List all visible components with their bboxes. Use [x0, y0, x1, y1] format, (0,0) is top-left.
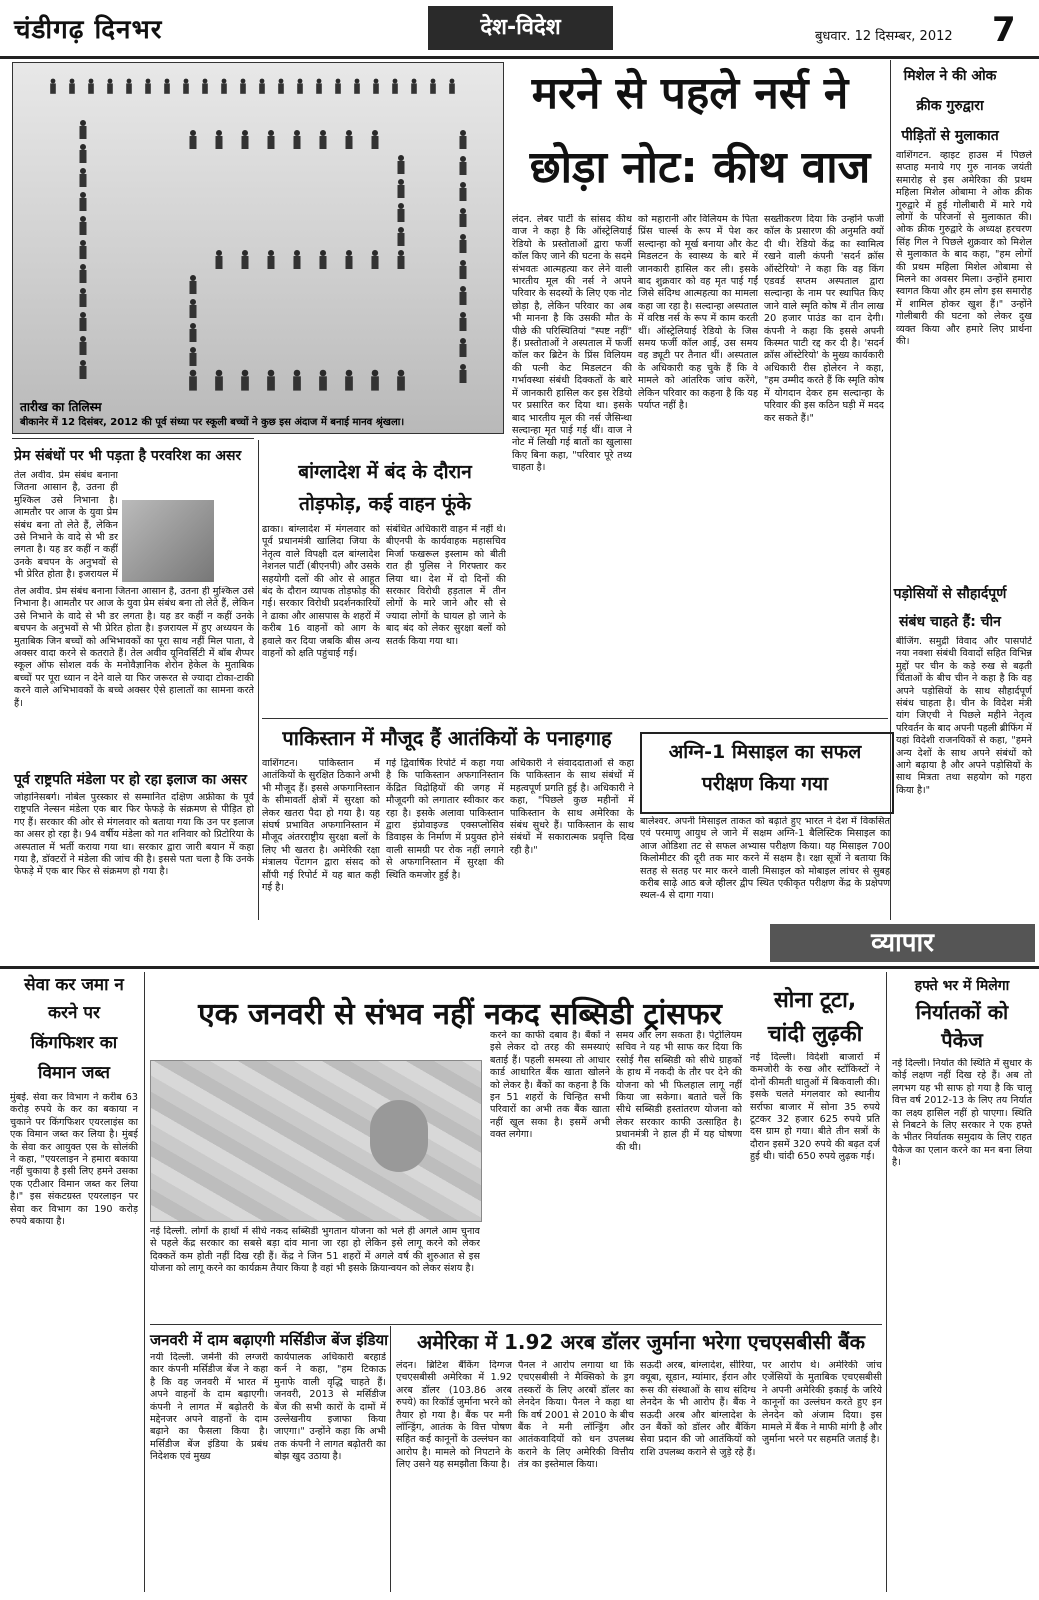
divider [144, 972, 145, 1592]
hsbc-column-1: लंदन। ब्रिटिश बैंकिंग दिग्गज एचएसबीसी अमेरिका में 1.92 अरब डॉलर (103.86 अरब रुपये) का रिकॉर्ड जुर्माना भरने को तैयार हो गया है। बैंक पर मनी लॉन्ड्रिंग, आतंक के वित्त पोषण सहित कई कानूनों के उल्लंघन का आरोप है। मामले को निपटाने के लिए उसने यह समझौता किया है। [396, 1360, 512, 1471]
pakistan-column-2: गई द्विवार्षिक रिपोर्ट में कहा गया है कि पाकिस्तान अफगानिस्तान केंद्रित विद्रोहियों की जगह में मौजूदगी को लगातार स्वीकार कर रहा है। इसके अलावा पाकिस्तान द्वारा इंप्रोवाइज्ड एक्सप्लोसिव डिवाइस के निर्माण में प्रयुक्त होने वाली सामग्री पर रोक नहीं लगाने से अफगानिस्तान में सुरक्षा की स्थिति कमजोर हुई है। [386, 758, 504, 881]
mandela-body: जोहानिसबर्ग। नोबेल पुरस्कार से सम्मानित दक्षिण अफ्रीका के पूर्व राष्ट्रपति नेल्सन मंडेला एक बार फिर फेफड़े के संक्रमण से पीड़ित हो गए हैं। सरकार की ओर से मंगलवार को बताया गया कि उन पर इलाज का असर हो रहा है। 94 वर्षीय मंडेला को गत शनिवार को प्रिटोरिया के अस्पताल में भर्ती कराया गया था। सरकार द्वारा जारी बयान में कहा गया है, डॉक्टरों ने मंडेला की जांच की है। इससे पता चला है कि उनके फेफड़े में एक बार फिर से संक्रमण हो गया है। [14, 792, 254, 878]
pakistan-column-3: अधिकारी ने संवाददाताओं से कहा कि पाकिस्तान के साथ संबंधों में महत्वपूर्ण प्रगति हुई है। अधिकारी ने कहा, "पिछले कुछ महीनों में पाकिस्तान के साथ अमेरिका के संबंध सुधरे हैं। पाकिस्तान के साथ संबंधों में सकारात्मक प्रवृत्ति दिख रही है।" [510, 758, 634, 856]
love-body-intro: तेल अवीव. प्रेम संबंध बनाना जितना आसान है, उतना ही मुश्किल उसे निभाना है। आमतौर पर आज के युवा प्रेम संबंध बना तो लेते हैं, लेकिन उसे निभाने के वादे से भी डर लगता है। यह डर कहीं न कहीं उनके बचपन के अनुभवों से भी प्रेरित होता है। इजरायल में [14, 470, 118, 580]
currency-portrait [370, 1100, 428, 1172]
mercedes-column-2: कार्यपालक अधिकारी बरहार्ड कर्न ने कहा, "हम टिकाऊ मुनाफे वाली वृद्धि चाहते हैं। जनवरी, 2013 से मर्सिडीज बेंज की सभी कारों के दामों में उल्लेखनीय इजाफा किया जाएगा।" उन्होंने कहा कि अभी तक कंपनी ने लागत बढ़ोतरी का बोझ खुद उठाया है। [274, 1352, 386, 1463]
currency-notes-photo [150, 1060, 482, 1222]
export-headline-line2: निर्यातकों को [915, 1000, 1009, 1024]
export-headline-line1: हफ्ते भर में मिलेगा [914, 978, 1010, 994]
divider [262, 718, 888, 719]
love-headline: प्रेम संबंधों पर भी पड़ता है परवरिश का असर [14, 448, 242, 464]
china-headline-line1: पड़ोसियों से सौहार्दपूर्ण [893, 586, 1007, 602]
mandela-headline: पूर्व राष्ट्रपति मंडेला पर हो रहा इलाज का असर [14, 772, 247, 788]
love-story-photo [122, 500, 214, 582]
page-number: 7 [992, 10, 1016, 50]
divider [258, 440, 259, 920]
divider [150, 1324, 882, 1325]
subsidy-column-1: नई दिल्ली. लोगों के हाथों में सीधे नकद सब्सिडी भुगतान योजना को भले ही अगले आम चुनाव से पहले केंद्र सरकार का सबसे बड़ा दांव माना जा रहा हो लेकिन इसे लागू करने को लेकर दिक्कतें कम होती नहीं दिख रही हैं। केंद्र ने जिन 51 शहरों में अगले वर्ष की शुरुआत से इस योजना को लागू करने का कार्यक्रम तैयार किया है वहां भी इसके क्रियान्वयन को लेकर संशय है। [150, 1226, 480, 1275]
love-body: तेल अवीव. प्रेम संबंध बनाना जितना आसान है, उतना ही मुश्किल उसे निभाना है। आमतौर पर आज के युवा प्रेम संबंध बना तो लेते हैं, लेकिन उसे निभाने के वादे से भी डर लगता है। यह डर कहीं न कहीं उनके बचपन के अनुभवों से भी प्रेरित होता है। इजरायल में हुए अध्ययन के मुताबिक जिन बच्चों को अभिभावकों का पूरा साथ नहीं मिल पाता, वे अक्सर वादा करने से कतराते हैं। तेल अवीव यूनिवर्सिटी में बॉब शैप्पर स्कूल ऑफ सोशल वर्क के मनोवैज्ञानिक शेरोन हेकेल के मुताबिक बच्चों पर पूरा ध्यान न देने वाले या फिर जरूरत से ज्यादा टोका-टाकी करने वाले अभिभावकों के बच्चे अक्सर ऐसे हालातों का सामना करते हैं। [14, 586, 254, 709]
kingfisher-headline-line4: विमान जब्त [38, 1063, 110, 1083]
photo-caption-title: तारीख का तिलिस्म [20, 400, 102, 414]
hsbc-column-2: पैनल ने आरोप लगाया था कि एचएसबीसी ने मैक्सिको के ड्रग तस्करों के लिए अरबों डॉलर का लेनदेन किया। पैनल ने कहा था कि वर्ष 2001 से 2010 के बीच बैंक ने मनी लॉन्ड्रिंग और आतंकवादियों को धन उपलब्ध कराने के लिए अमेरिकी वित्तीय तंत्र का इस्तेमाल किया। [518, 1360, 634, 1471]
hsbc-column-4: पर आरोप थे। अमेरिकी जांच एजेंसियों के मुताबिक एचएसबीसी ने अपनी अमेरिकी इकाई के जरिये कानूनों का उल्लंघन करते हुए इन लेनदेन को अंजाम दिया। इस मामले में बैंक ने माफी मांगी है और जुर्माना भरने पर सहमति जताई है। [762, 1360, 882, 1446]
bangladesh-column-2: संबंधित अधिकारी वाहन में नहीं थे। बीएनपी के कार्यवाहक महासचिव मिर्जा फखरूल इस्लाम को बीती रात ही पुलिस ने गिरफ्तार कर लिया था। देश में दो दिनों की सरकार विरोधी हड़ताल में तीन लोगों के मारे जाने और सौ से ज्यादा लोगों के घायल हो जाने के बाद बंद को लेकर सुरक्षा बलों को सतर्क किया गया था। [386, 524, 506, 647]
subsidy-column-3: समय और लग सकता है। पेट्रोलियम सचिव ने यह भी साफ कर दिया कि रसोई गैस सब्सिडी को सीधे ग्राहकों के हाथ में नकदी के तौर पर देने की योजना को भी फिलहाल लागू नहीं किया जा सकेगा। बताते चलें कि सीधे सब्सिडी हस्तांतरण योजना को लेकर सरकार काफी उत्साहित है। प्रधानमंत्री ने हाल ही में यह घोषणा की थी। [616, 1030, 742, 1153]
china-body: बीजिंग. समुद्री विवाद और पासपोर्ट नया नक्शा संबंधी विवादों सहित विभिन्न मुद्दों पर चीन के कड़े रुख से बढ़ती चिंताओं के बीच चीन ने कहा है कि वह अपने पड़ोसियों के साथ सौहार्दपूर्ण संबंध चाहता है। चीन के विदेश मंत्री यांग जिएची ने पिछले महीने नेतृत्व परिवर्तन के बाद अपनी पहली ब्रीफिंग में यहां विदेशी राजनयिकों से कहा, "हमने अन्य देशों के साथ अपने संबंधों को आगे बढ़ाया है और अपने पड़ोसियों के साथ मित्रता तथा सहयोग को गहरा किया है।" [896, 636, 1032, 796]
gold-headline-line1: सोना टूटा, [773, 988, 857, 1013]
export-body: नई दिल्ली। निर्यात की स्थिति में सुधार के कोई लक्षण नहीं दिख रहे हैं। अब तो लगभग यह भी साफ हो गया है कि चालू वित्त वर्ष 2012-13 के लिए तय निर्यात का लक्ष्य हासिल नहीं हो पाएगा। स्थिति से निबटने के लिए सरकार ने एक हफ्ते के भीतर निर्यातक समुदाय के लिए राहत पैकेज का एलान करने का मन बना लिया है। [892, 1058, 1032, 1169]
section-divider [0, 966, 1039, 969]
export-headline-line3: पैकेज [941, 1028, 983, 1052]
issue-date: बुधवार. 12 दिसम्बर, 2012 [815, 29, 953, 44]
agni-headline-line1: अग्नि-1 मिसाइल का सफल [668, 741, 862, 763]
nurse-column-2: को महारानी और विलियम के पिता प्रिंस चार्ल्स के रूप में पेश कर सल्दान्हा को मूर्ख बनाया और केट मिडलटन के स्वास्थ्य के बारे में जानकारी हासिल कर ली। इसके बाद शुक्रवार को वह मृत पाई गईं जिसे संदिग्ध आत्महत्या का मामला कहा जा रहा है। सल्दान्हा अस्पताल में वरिष्ठ नर्स के रूप में काम करती थीं। ऑस्ट्रेलियाई रेडियो के जिस समय फर्जी कॉल आई, उस समय वह ड्यूटी पर तैनात थीं। अस्पताल के अधिकारी कह चुके हैं कि वे मामले को आंतरिक जांच करेंगे, लेकिन परिवार का कहना है कि यह पर्याप्त नहीं है। [638, 214, 758, 412]
nurse-headline-line2: छोड़ा नोट: कीथ वाज [529, 142, 871, 193]
agni-headline-line2: परीक्षण किया गया [701, 773, 829, 795]
divider [390, 1326, 391, 1592]
pakistan-headline: पाकिस्तान में मौजूद हैं आतंकियों के पनाहगाह [282, 726, 612, 750]
mercedes-column-1: नयी दिल्ली. जर्मनी की लग्जरी कार कंपनी मर्सिडीज बेंज ने कहा है कि वह जनवरी में भारत में अपने वाहनों के दाम बढ़ाएगी। कंपनी ने लागत में बढ़ोतरी के मद्देनजर अपने वाहनों के दाम बढ़ाने का फैसला किया है। मर्सिडीज बेंज इंडिया के प्रबंध निदेशक एवं मुख्य [150, 1352, 268, 1463]
bangladesh-headline-line2: तोड़फोड़, कई वाहन फूंके [299, 493, 471, 515]
agni-body: बालेश्वर. अपनी मिसाइल ताकत को बढ़ाते हुए भारत ने देश में विकसित एवं परमाणु आयुध ले जाने में सक्षम अग्नि-1 बैलिस्टिक मिसाइल का आज ओडिशा तट से सफल अभ्यास परीक्षण किया। यह मिसाइल 700 किलोमीटर की दूरी तक मार करने में सक्षम है। रक्षा सूत्रों ने बताया कि सतह से सतह पर मार करने वाली मिसाइल को मोबाइल लांचर से सुबह करीब साढ़े आठ बजे व्हीलर द्वीप स्थित एकीकृत परीक्षण केंद्र के प्रक्षेपण स्थल-4 से दागा गया। [640, 816, 890, 902]
michelle-headline-line3: पीड़ितों से मुलाकात [901, 128, 999, 144]
bangladesh-column-1: ढाका। बांग्लादेश में मंगलवार को पूर्व प्रधानमंत्री खालिदा जिया के नेतृत्व वाले विपक्षी दल बांग्लादेश नेशनल पार्टी (बीएनपी) और उसके सहयोगी दलों की ओर से आहूत बंद के दौरान व्यापक तोड़फोड़ की गई। सरकार विरोधी प्रदर्शनकारियों ने ढाका और आसपास के शहरों में करीब 16 वाहनों को आग के हवाले कर दिया जबकि बीस अन्य वाहनों को क्षति पहुंचाई गई। [262, 524, 380, 660]
bangladesh-headline-line1: बांग्लादेश में बंद के दौरान [298, 461, 472, 483]
subsidy-column-2: करने का काफी दबाव है। बैंकों ने इसे लेकर दो तरह की समस्याएं बताई हैं। पहली समस्या तो आधार कार्ड आधारित बैंक खाता खोलने को लेकर है। बैंकों का कहना है कि इन 51 शहरों के चिन्हित सभी परिवारों का अभी तक बैंक खाता नहीं खुल सका है। इसमें अभी वक्त लगेगा। [490, 1030, 610, 1141]
gold-headline-line2: चांदी लुढ़की [767, 1022, 863, 1047]
kingfisher-headline-line1: सेवा कर जमा न [24, 975, 124, 995]
mercedes-headline: जनवरी में दाम बढ़ाएगी मर्सिडीज बेंज इंडिया [150, 1331, 389, 1349]
michelle-headline-line1: मिशेल ने की ओक [903, 68, 997, 84]
michelle-body: वाशिंगटन. व्हाइट हाउस में पिछले सप्ताह मनाये गए गुरु नानक जयंती समारोह से इस अमेरिका की प्रथम महिला मिशेल ओबामा ने ओक क्रीक गुरुद्वारे में हुई गोलीबारी में मारे गये लोगों के परिजनों से मुलाकात की। ओक क्रीक गुरुद्वारे के अध्यक्ष हरचरण सिंह गिल ने पिछले शुक्रवार को मिशेल से मुलाकात के बाद कहा, "हम लोगों की प्रथम महिला मिशेल ओबामा से मिलने का अवसर मिला। उन्होंने हमारा स्वागत किया और हम लोग इस समारोह में शामिल होकर खुश हैं।" उन्होंने गोलीबारी की घटना को लेकर दुख व्यक्त किया और हमारे लिए प्रार्थना की। [896, 150, 1032, 348]
michelle-headline-line2: क्रीक गुरुद्वारा [916, 98, 984, 114]
nurse-column-3: सख्तीकरण दिया कि उन्होंने फर्जी कॉल के प्रसारण की अनुमति क्यों दी थी। रेडियो केंद्र का स्वामित्व रखने वाली कंपनी 'सदर्न क्रॉस ऑस्टेरियो' ने कहा कि वह किंग एडवर्ड सप्तम अस्पताल द्वारा सल्दान्हा के नाम पर स्थापित किए जाने वाले स्मृति कोष में तीन लाख 20 हजार पाउंड का दान देगी। कंपनी ने कहा कि इससे अपनी किस्मत पाटी रद्द कर दी है। 'सदर्न क्रॉस ऑस्टेरियो' के मुख्य कार्यकारी अधिकारी रीस होलेरन ने कहा, "हम उम्मीद करते हैं कि स्मृति कोष में योगदान देकर हम सल्दान्हा के परिवार की इस कठिन घड़ी में मदद कर सकते हैं।" [764, 214, 884, 424]
pakistan-column-1: वाशिंगटन। पाकिस्तान में आतंकियों के सुरक्षित ठिकाने अभी भी मौजूद हैं। इससे अफगानिस्तान के सीमावर्ती क्षेत्रों में सुरक्षा को लेकर खतरा पैदा हो गया है। यह संघर्ष प्रभावित अफगानिस्तान में मौजूद अंतरराष्ट्रीय सुरक्षा बलों के लिए भी खतरा है। अमेरिकी रक्षा मंत्रालय पेंटागन द्वारा संसद को सौंपी गई रिपोर्ट में यह बात कही गई है। [262, 758, 380, 894]
section-label: देश-विदेश [428, 6, 613, 50]
newspaper-name: चंडीगढ़ दिनभर [14, 15, 163, 45]
kingfisher-headline-line3: किंगफिशर का [30, 1033, 118, 1053]
kingfisher-body: मुंबई. सेवा कर विभाग ने करीब 63 करोड़ रुपये के कर का बकाया न चुकाने पर किंगफिशर एयरलाइंस का एक विमान जब्त कर लिया है। मुंबई के सेवा कर आयुक्त एस के सोलंकी ने कहा, "एयरलाइन ने हमारा बकाया नहीं चुकाया है इसी लिए हमने उसका एक एटीआर विमान जब्त कर लिया है।" इस संकटग्रस्त एयरलाइन पर सेवा कर विभाग का 190 करोड़ रुपये बकाया है। [10, 1092, 138, 1228]
business-section-label: व्यापार [770, 924, 1035, 962]
students-formation-illustration [13, 63, 503, 433]
hsbc-column-3: सऊदी अरब, बांग्लादेश, सीरिया, क्यूबा, सूडान, म्यांमार, ईरान और रूस की संस्थाओं के साथ संदिग्ध लेनदेन के भी आरोप हैं। बैंक ने सऊदी अरब और बांग्लादेश के उन बैंकों को डॉलर और बैंकिंग सेवा प्रदान की जो आतंकियों को राशि उपलब्ध कराने से जुड़े रहे हैं। [640, 1360, 756, 1458]
human-chain-photo [12, 62, 504, 434]
nurse-column-1: लंदन. लेबर पार्टी के सांसद कीथ वाज ने कहा है कि ऑस्ट्रेलियाई रेडियो के प्रस्तोताओं द्वारा फर्जी कॉल किए जाने की घटना के सदमे संभवतः आत्महत्या कर लेने वाली भारतीय मूल की नर्स ने अपने परिवार के सदस्यों के लिए एक नोट छोड़ा है, लेकिन परिवार का अब भी मानना है कि उसकी मौत के पीछे की परिस्थितियां "स्पष्ट नहीं" हैं। प्रस्तोताओं ने अस्पताल में फर्जी कॉल कर ब्रिटेन के प्रिंस विलियम की पत्नी केट मिडलटन की गर्भावस्था संबंधी दिक्कतों के बारे में जानकारी हासिल कर इस रेडियो पर प्रसारित कर दिया था। इसके बाद भारतीय मूल की नर्स जैसिन्था सल्दान्हा मृत पाई गई थीं। वाज ने नोट में लिखी गई बातों का खुलासा किए बिना कहा, "परिवार पूरे तथ्य चाहता है। [512, 214, 632, 474]
divider [12, 438, 254, 439]
subsidy-headline: एक जनवरी से संभव नहीं नकद सब्सिडी ट्रांसफर [198, 997, 722, 1032]
hsbc-headline: अमेरिका में 1.92 अरब डॉलर जुर्माना भरेगा एचएसबीसी बैंक [416, 1330, 865, 1354]
kingfisher-headline-line2: करने पर [48, 1003, 100, 1023]
nurse-headline-line1: मरने से पहले नर्स ने [531, 68, 849, 119]
china-headline-line2: संबंध चाहते हैं: चीन [899, 614, 1001, 630]
photo-caption: बीकानेर में 12 दिसंबर, 2012 की पूर्व संध्या पर स्कूली बच्चों ने कुछ इस अंदाज में बनाई मानव श्रृंखला। [20, 417, 405, 428]
divider [886, 972, 887, 1592]
gold-body: नई दिल्ली। विदेशी बाजारों में कमजोरी के रुख और स्टॉकिस्टों ने दोनों कीमती धातुओं में बिकवाली की। इसके चलते मंगलवार को स्थानीय सर्राफा बाजार में सोना 35 रुपये टूटकर 32 हजार 625 रुपये प्रति दस ग्राम हो गया। बीते तीन सत्रों के दौरान इसमें 320 रुपये की बढ़त दर्ज हुई थी। चांदी 650 रुपये लुढ़क गई। [750, 1052, 880, 1163]
